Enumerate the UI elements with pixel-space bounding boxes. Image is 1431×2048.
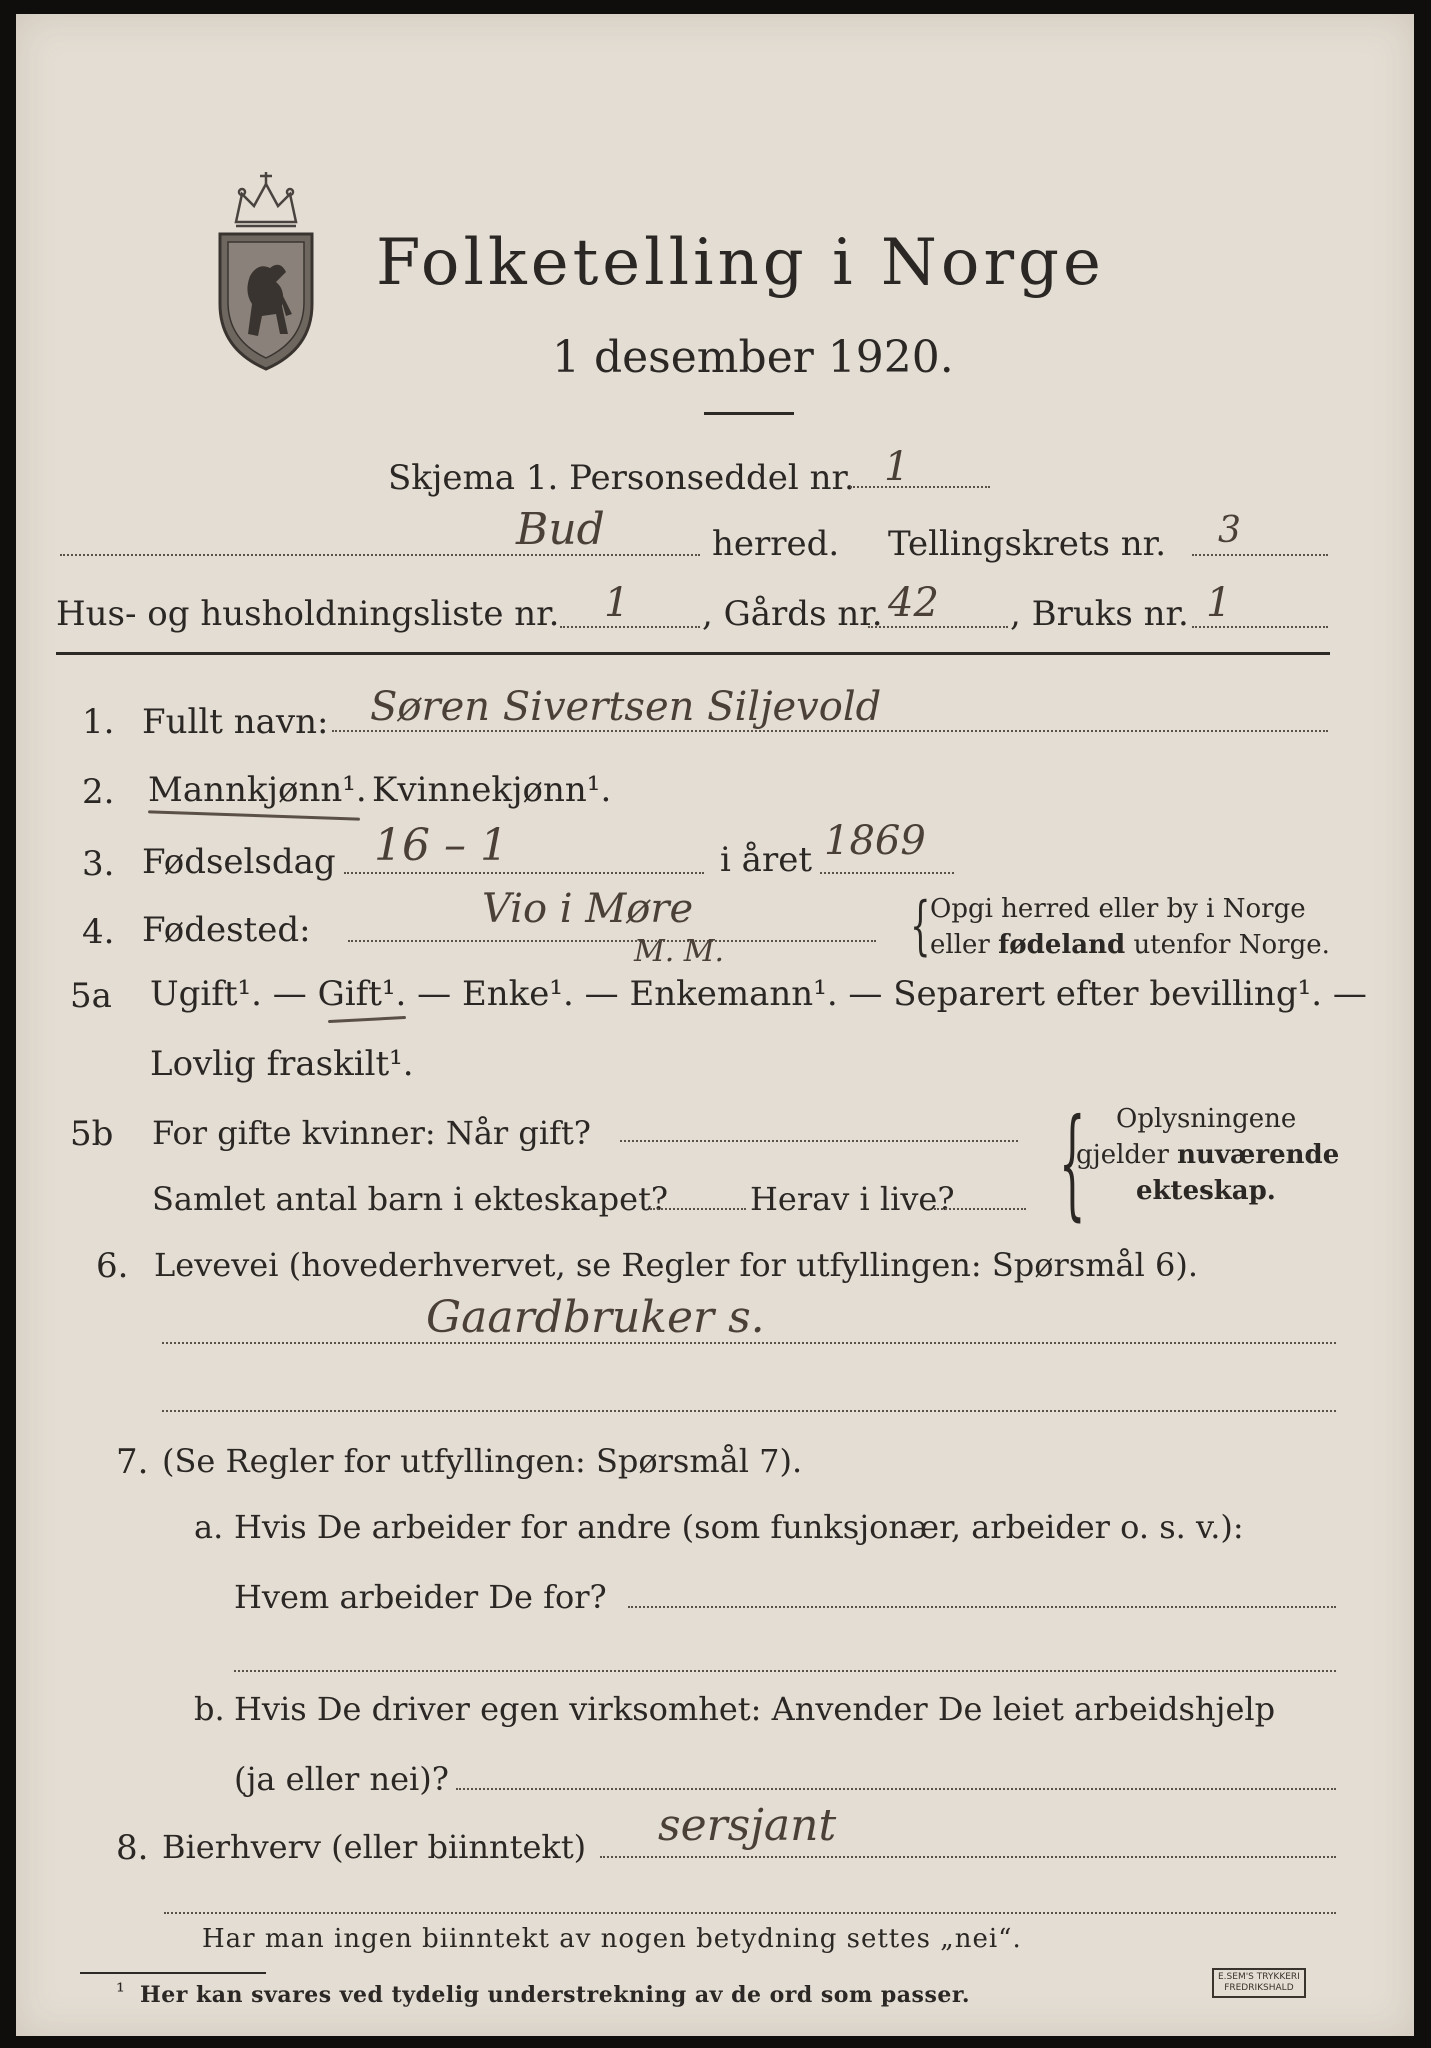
bruks-label: , Bruks nr. — [1010, 594, 1189, 634]
q8-dotline — [600, 1856, 1336, 1858]
q7b-letter: b. — [194, 1690, 225, 1728]
q3-dotline — [344, 872, 704, 874]
q4-note-line1: Opgi herred eller by i Norge — [930, 894, 1306, 924]
q4-note-fodeland: fødeland — [998, 930, 1126, 960]
birthplace-value-extra: M. M. — [634, 934, 725, 969]
q3-number: 3. — [82, 844, 115, 884]
q8-label: Bierhverv (eller biinntekt) — [162, 1828, 587, 1866]
printer-stamp-line2: FREDRIKSHALD — [1224, 1983, 1294, 1993]
q7b-label: Hvis De driver egen virksomhet: Anvender De leiet arbeidshjelp — [234, 1690, 1276, 1728]
birthplace-value: Vio i Møre — [482, 886, 694, 932]
q2-number: 2. — [82, 772, 115, 812]
q4-note-utenfor: utenfor Norge. — [1133, 930, 1330, 960]
hus-dotline — [560, 626, 700, 628]
q5a-line2: Lovlig fraskilt¹. — [150, 1044, 414, 1084]
q5b-gift-dotline — [620, 1140, 1018, 1142]
herred-label: herred. — [712, 524, 840, 564]
herred-value: Bud — [516, 504, 605, 555]
tellingskrets-nr-value: 3 — [1218, 510, 1241, 551]
q5a-options — [150, 974, 1367, 1014]
q7a-label: Hvis De arbeider for andre (som funksjonær, arbeider o. s. v.): — [234, 1508, 1244, 1546]
q4-label: Fødested: — [142, 910, 311, 950]
side-occupation-value: sersjant — [658, 1800, 837, 1851]
footnote-mark: ¹ — [116, 1980, 125, 2005]
q5b-barn-label: Samlet antal barn i ekteskapet? — [152, 1180, 669, 1218]
q5b-note-line3: ekteskap. — [1136, 1176, 1276, 1206]
q8-number: 8. — [116, 1828, 149, 1868]
q5b-label: For gifte kvinner: Når gift? — [152, 1114, 591, 1152]
q4-brace: { — [910, 889, 931, 963]
printer-stamp — [1212, 1968, 1306, 1998]
hus-nr-value: 1 — [604, 580, 630, 626]
personseddel-nr-value: 1 — [884, 444, 910, 490]
q5b-note-line2 — [1076, 1140, 1339, 1170]
q7a-dotline-1 — [628, 1606, 1336, 1608]
q5b-herav-label: Herav i live? — [750, 1180, 955, 1218]
header-separator — [56, 652, 1330, 655]
bruks-dotline — [1192, 626, 1328, 628]
q5a-gift-underline — [328, 1016, 406, 1023]
q7b-line2: (ja eller nei)? — [234, 1760, 449, 1798]
skjema-label: Skjema 1. Personseddel nr. — [388, 458, 855, 498]
q5b-brace: { — [1058, 1094, 1086, 1233]
q1-label: Fullt navn: — [142, 702, 329, 742]
q1-dotline — [332, 730, 1328, 732]
q5b-note-line1: Oplysningene — [1116, 1104, 1297, 1134]
full-name-value: Søren Sivertsen Siljevold — [370, 684, 882, 730]
q3-label: Fødselsdag — [142, 842, 336, 882]
q7a-line2: Hvem arbeider De for? — [234, 1578, 607, 1616]
q5b-note-nuvaerende: nuværende — [1177, 1140, 1340, 1170]
personseddel-dotline — [850, 486, 990, 488]
q7a-dotline-2 — [234, 1670, 1336, 1672]
gards-nr-value: 42 — [888, 580, 939, 626]
birthday-value: 16 – 1 — [374, 820, 508, 871]
q3-year-label: i året — [720, 840, 812, 880]
title-divider — [704, 412, 794, 415]
printer-stamp-line1: E.SEM'S TRYKKERI — [1218, 1972, 1300, 1982]
footnote-rule — [80, 1972, 266, 1974]
footer-note: Har man ingen biinntekt av nogen betydning settes „nei“. — [202, 1924, 1022, 1954]
q5a-gift: Gift¹. — [317, 974, 407, 1014]
q3-year-dotline — [820, 872, 954, 874]
q4-note-line2 — [930, 930, 1330, 960]
q2-male-option: Mannkjønn¹. — [148, 770, 367, 810]
q1-number: 1. — [82, 702, 115, 742]
tellingskrets-label: Tellingskrets nr. — [888, 524, 1167, 564]
census-date: 1 desember 1920. — [552, 332, 954, 383]
q5b-note-gjelder: gjelder — [1076, 1140, 1169, 1170]
gards-label: , Gårds nr. — [702, 594, 883, 634]
birth-year-value: 1869 — [824, 818, 926, 864]
q8-dotline-2 — [164, 1912, 1336, 1914]
hus-label: Hus- og husholdningsliste nr. — [56, 594, 560, 634]
tellingskrets-dotline — [1192, 554, 1328, 556]
bruks-nr-value: 1 — [1206, 580, 1232, 626]
q4-note-eller: eller — [930, 930, 990, 960]
q5b-barn-dotline — [650, 1208, 746, 1210]
q7a-letter: a. — [194, 1508, 224, 1546]
q7b-dotline — [456, 1788, 1336, 1790]
gards-dotline — [868, 626, 1008, 628]
q7-label: (Se Regler for utfyllingen: Spørsmål 7). — [162, 1442, 803, 1480]
q5a-number: 5a — [70, 976, 112, 1016]
q5a-ugift: Ugift¹. — — [150, 974, 307, 1014]
occupation-value: Gaardbruker s. — [426, 1292, 765, 1343]
q6-dotline-2 — [162, 1410, 1336, 1412]
q4-number: 4. — [82, 912, 115, 952]
form-title: Folketelling i Norge — [376, 226, 1105, 300]
q5b-number: 5b — [70, 1114, 114, 1154]
coat-of-arms-icon — [206, 164, 326, 374]
q2-female-option: Kvinnekjønn¹. — [372, 770, 612, 810]
q2-male-underline — [148, 810, 360, 820]
q4-dotline — [348, 940, 876, 942]
q6-label: Levevei (hovederhvervet, se Regler for utfyllingen: Spørsmål 6). — [154, 1246, 1199, 1284]
footnote-text: Her kan svares ved tydelig understrekning av de ord som passer. — [140, 1982, 971, 2008]
census-form-page — [16, 14, 1414, 2036]
q6-number: 6. — [96, 1246, 129, 1286]
q5b-herav-dotline — [934, 1208, 1026, 1210]
q7-number: 7. — [116, 1442, 149, 1482]
q5a-rest: — Enke¹. — Enkemann¹. — Separert efter bevilling¹. — — [417, 974, 1367, 1014]
